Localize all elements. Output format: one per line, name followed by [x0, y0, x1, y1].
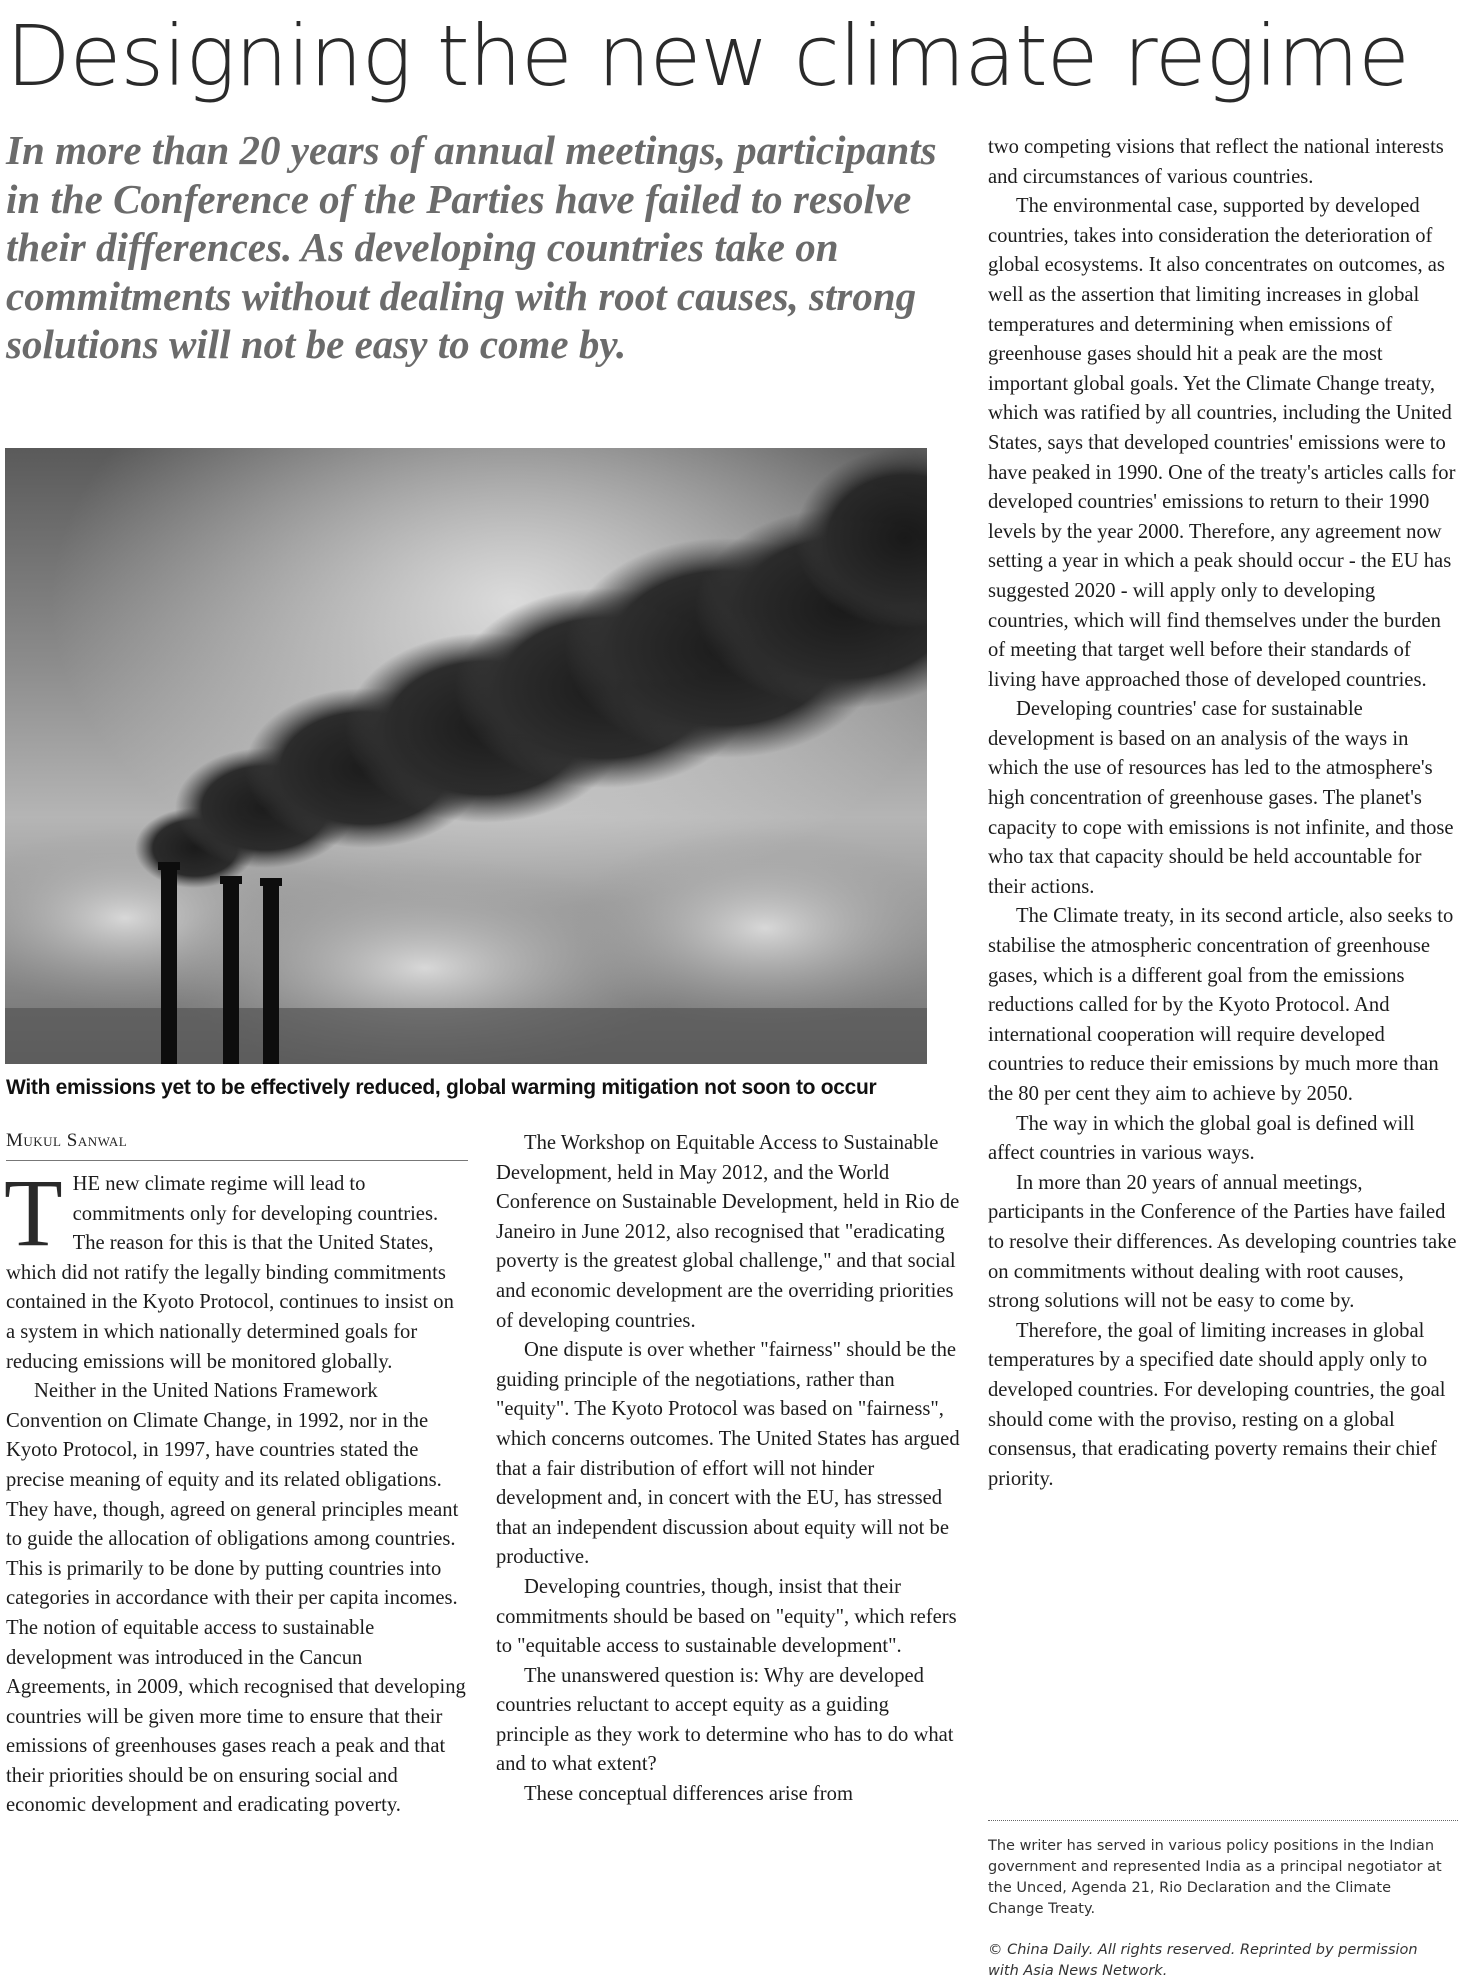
- paragraph: The Climate treaty, in its second article, also seeks to stabilise the atmospheric concentration of greenhouse gases, which is a different goal from the emissions reductions called for by the Kyoto Protocol. And international cooperation will require developed countries to reduce their emissions by much more than the 80 per cent they aim to achieve by 2050.: [988, 905, 1454, 1105]
- byline: Mukul Sanwal: [6, 1128, 468, 1161]
- paragraph: The Workshop on Equitable Access to Sustainable Development, held in May 2012, and the World Conference on Sustainable Development, held in Rio de Janeiro in June 2012, also recognised that "eradicating poverty is the greatest global challenge," and that social and economic development are the overriding priorities of developing countries.: [496, 1132, 960, 1332]
- paragraph: Developing countries, though, insist that their commitments should be based on "equity", which refers to "equitable access to sustainable development".: [496, 1575, 957, 1658]
- author-note: The writer has served in various policy positions in the Indian government and represented India as a principal negotiator at the Unced, Agenda 21, Rio Declaration and the Climate Change Treaty.: [988, 1838, 1442, 1917]
- paragraph: These conceptual differences arise from: [524, 1783, 853, 1806]
- headline: Designing the new climate regime: [6, 7, 1409, 105]
- standfirst: In more than 20 years of annual meetings, participants in the Conference of the Parties have failed to resolve their differences. As developing countries take on commitments without dealing with root causes, strong solutions will not be easy to come by.: [6, 127, 937, 367]
- paragraph: One dispute is over whether "fairness" should be the guiding principle of the negotiations, rather than "equity". The Kyoto Protocol was based on "fairness", which concerns outcomes. The United States has argued that a fair distribution of effort will not hinder development and, in concert with the EU, has stressed that an independent discussion about equity will not be productive.: [496, 1339, 960, 1569]
- column-2: [496, 1129, 960, 1810]
- smokestack-photo: [5, 448, 927, 1064]
- paragraph: Therefore, the goal of limiting increases in global temperatures by a specified date should apply only to developed countries. For developing countries, the goal should come with the proviso, resting on a global consensus, that eradicating poverty remains their chief priority.: [988, 1319, 1446, 1490]
- divider: [988, 1820, 1458, 1821]
- paragraph: In more than 20 years of annual meetings, participants in the Conference of the Parties have failed to resolve their differences. As developing countries take on commitments without dealing with root causes, strong solutions will not be easy to come by.: [988, 1171, 1457, 1313]
- paragraph: two competing visions that reflect the national interests and circumstances of various countries.: [988, 136, 1444, 188]
- paragraph: Developing countries' case for sustainable development is based on an analysis of the ways in which the use of resources has led to the atmosphere's high concentration of greenhouse gases. The planet's capacity to cope with emissions is not infinite, and those who tax that capacity should be held accountable for their actions.: [988, 698, 1454, 898]
- column-1: [4, 1159, 468, 1821]
- paragraph: The environmental case, supported by developed countries, takes into consideration the deterioration of global ecosystems. It also concentrates on outcomes, as well as the assertion that limiting increases in global temperatures and determining when emissions of greenhouse gases should hit a peak are the most important global goals. Yet the Climate Change treaty, which was ratified by all countries, including the United States, says that developed countries' emissions were to have peaked in 1990. One of the treaty's articles calls for developed countries' emissions to return to their 1990 levels by the year 2000. Therefore, any agreement now setting a year in which a peak should occur - the EU has suggested 2020 - will apply only to developing countries, which will find themselves under the burden of meeting that target well before their standards of living have approached those of developed countries.: [988, 195, 1456, 691]
- paragraph: The way in which the global goal is defined will affect countries in various ways.: [988, 1112, 1415, 1165]
- copyright-credit: © China Daily. All rights reserved. Reprinted by permission with Asia News Network.: [988, 1942, 1418, 1979]
- photo-caption: With emissions yet to be effectively reduced, global warming mitigation not soon to occur: [6, 1076, 877, 1099]
- column-3: [988, 133, 1458, 1494]
- paragraph: The unanswered question is: Why are developed countries reluctant to accept equity as a guiding principle as they work to determine who has to do what and to what extent?: [496, 1664, 954, 1776]
- paragraph: THE new climate regime will lead to commitments only for developing countries. The reason for this is that the United States, which did not ratify the legally binding commitments contained in the Kyoto Protocol, continues to insist on a system in which nationally determined goals for reducing emissions will be monitored globally.: [4, 1159, 454, 1373]
- dropcap: T: [4, 1159, 63, 1266]
- paragraph: Neither in the United Nations Framework Convention on Climate Change, in 1992, nor in the Kyoto Protocol, in 1997, have countries stated the precise meaning of equity and its related obligations. They have, though, agreed on general principles meant to guide the allocation of obligations among countries. This is primarily to be done by putting countries into categories in accordance with their per capita incomes. The notion of equitable access to sustainable development was introduced in the Cancun Agreements, in 2009, which recognised that developing countries will be given more time to ensure that their emissions of greenhouses gases reach a peak and that their priorities should be on ensuring social and economic development and eradicating poverty.: [6, 1380, 466, 1817]
